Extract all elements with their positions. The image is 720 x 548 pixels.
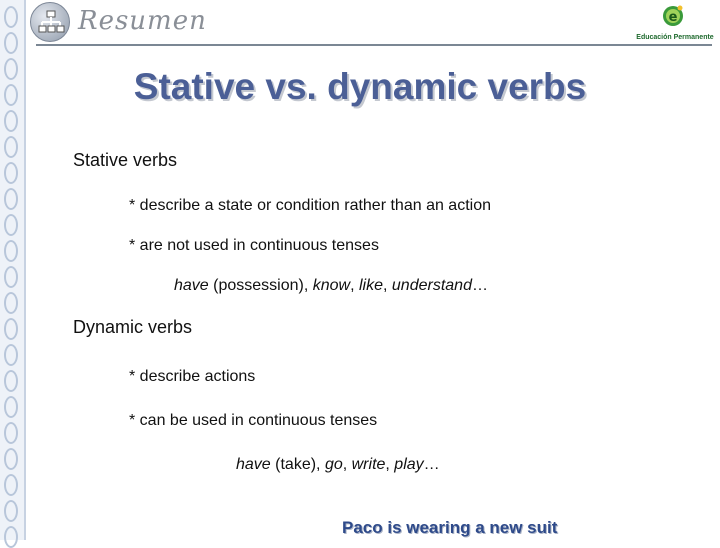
slide-title: Stative vs. dynamic verbs (133, 66, 587, 107)
border-ring (4, 344, 18, 366)
logo-text: Educación Permanente (636, 34, 714, 41)
border-ring (4, 136, 18, 158)
border-ring (4, 32, 18, 54)
stative-heading: Stative verbs (73, 150, 178, 170)
dynamic-bullet-1: * describe actions (129, 368, 256, 385)
border-ring (4, 318, 18, 340)
dynamic-bullet-2: * can be used in continuous tenses (129, 412, 378, 429)
dynamic-examples: have (take), go, write, play… (236, 456, 440, 473)
border-ring (4, 6, 18, 28)
border-ring (4, 266, 18, 288)
border-ring (4, 448, 18, 470)
organization-logo (636, 4, 714, 44)
border-ring (4, 474, 18, 496)
border-ring (4, 188, 18, 210)
sitemap-icon (30, 2, 70, 42)
border-ring (4, 110, 18, 132)
border-ring (4, 292, 18, 314)
border-ring (4, 240, 18, 262)
logo-e-icon (662, 4, 684, 30)
border-ring (4, 396, 18, 418)
dynamic-heading: Dynamic verbs (73, 317, 193, 337)
example-sentence: Paco is wearing a new suit (342, 518, 558, 537)
border-ring (4, 526, 18, 548)
border-ring (4, 370, 18, 392)
stative-examples: have (possession), know, like, understand… (174, 277, 488, 294)
stative-bullet-2: * are not used in continuous tenses (129, 237, 379, 254)
header-divider (36, 44, 712, 46)
svg-text:e: e (668, 10, 678, 25)
border-ring (4, 500, 18, 522)
border-ring (4, 162, 18, 184)
stative-bullet-1: * describe a state or condition rather than an action (129, 197, 491, 214)
border-ring (4, 422, 18, 444)
border-ring (4, 214, 18, 236)
section-title: Resumen (78, 6, 207, 36)
